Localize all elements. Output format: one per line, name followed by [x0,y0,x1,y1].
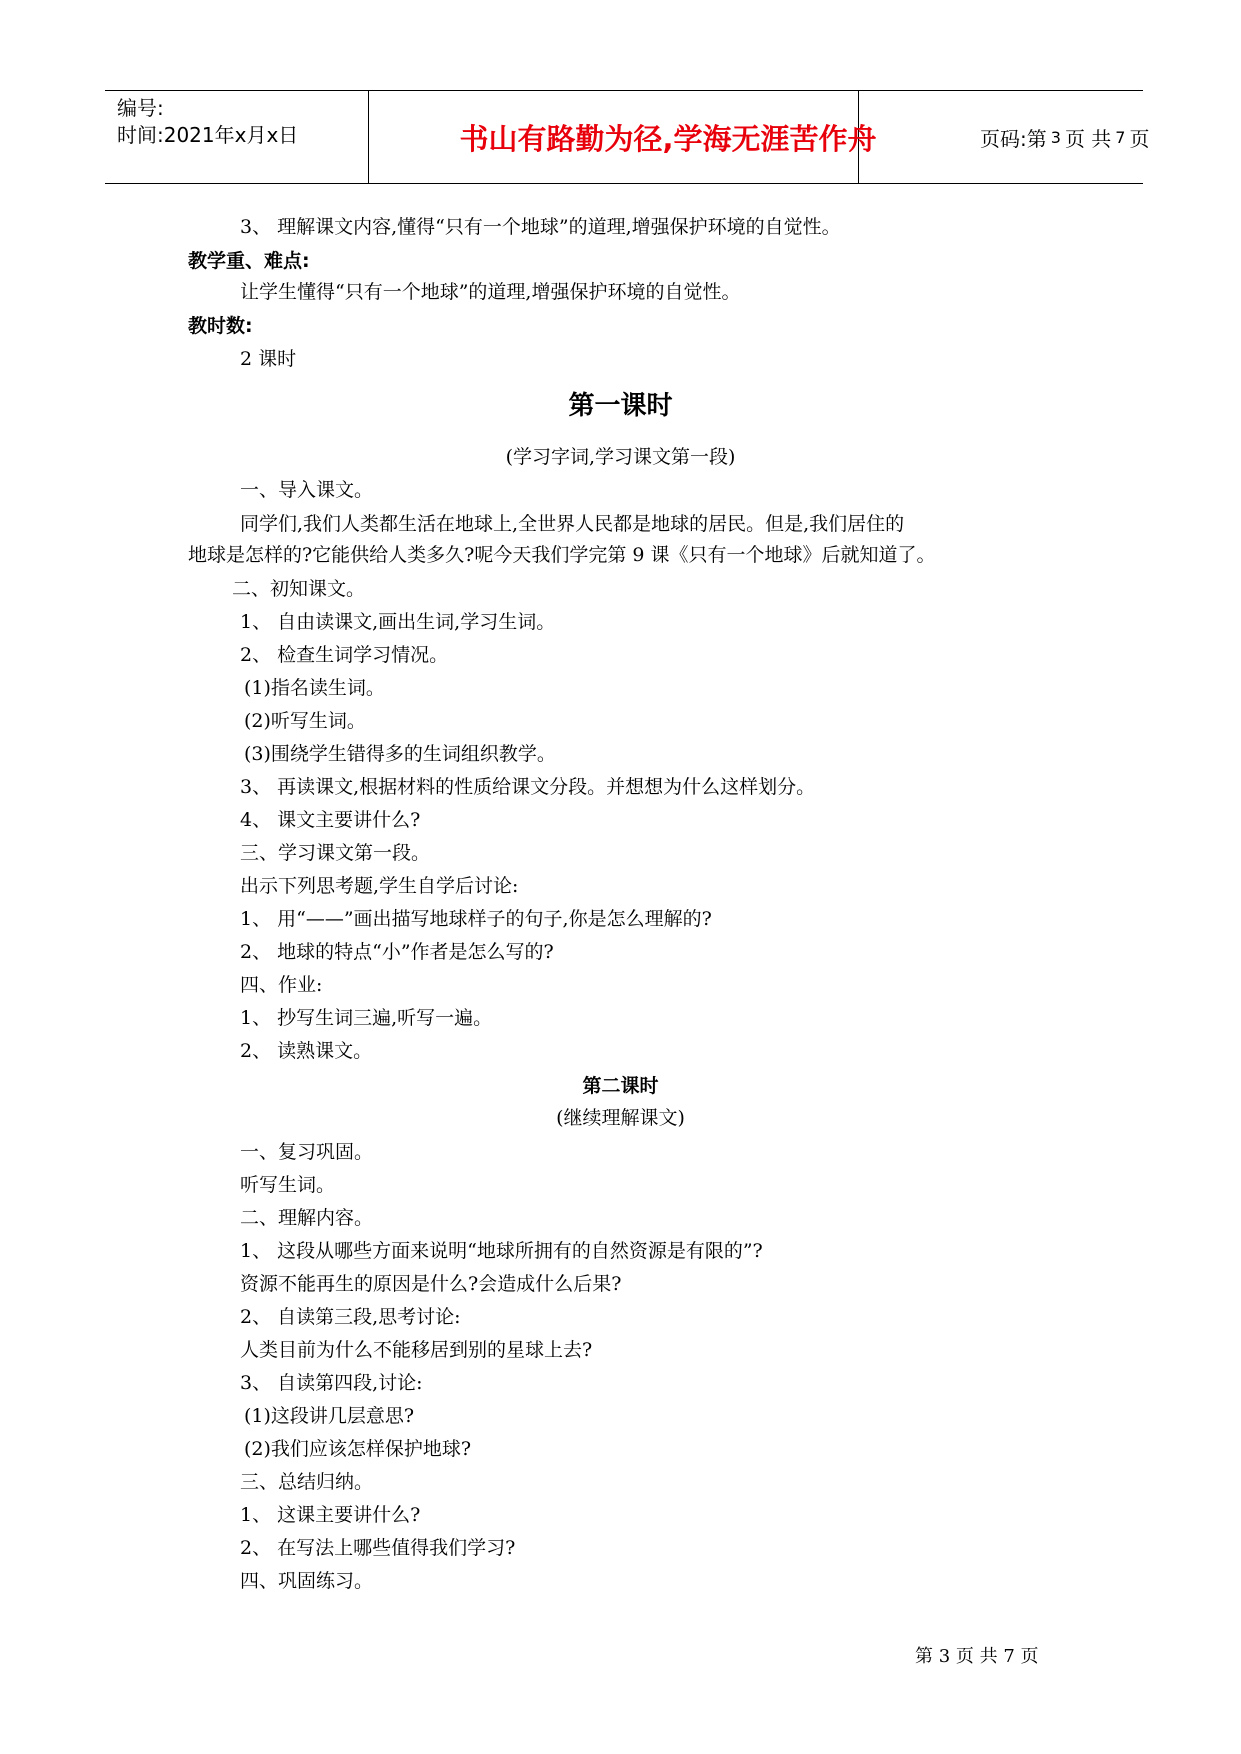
lesson2-line: 二、理解内容。 [240,1207,374,1229]
lesson1-line: 一、导入课文。 [240,479,374,501]
lesson1-subtitle: (学习字词,学习课文第一段) [505,446,736,468]
lesson2-title: 第二课时 [582,1075,659,1097]
lesson2-line: 四、巩固练习。 [240,1570,374,1592]
lesson2-line: 2、 在写法上哪些值得我们学习? [240,1537,516,1559]
time-label: 时间:2021年x月x日 [117,123,299,147]
lesson2-line: 2、 自读第三段,思考讨论: [240,1306,461,1328]
lesson2-line: 3、 自读第四段,讨论: [240,1372,423,1394]
number-label: 编号: [117,96,164,120]
document-header [105,90,1150,184]
lesson2-line: (1)这段讲几层意思? [244,1405,415,1427]
lesson1-line: 4、 课文主要讲什么? [240,809,421,831]
page-suffix: 页 [1129,126,1150,151]
lesson2-line: 资源不能再生的原因是什么?会造成什么后果? [240,1273,622,1295]
focus-heading: 教学重、难点: [188,250,310,272]
lesson2-line: 1、 这段从哪些方面来说明“地球所拥有的自然资源是有限的”? [240,1240,763,1262]
lesson1-line: (3)围绕学生错得多的生词组织教学。 [244,743,556,765]
lesson2-line: 听写生词。 [240,1174,336,1196]
hours-heading: 教时数: [188,315,253,337]
hours-text: 2 课时 [240,348,297,370]
lesson1-line: 1、 用“——”画出描写地球样子的句子,你是怎么理解的? [240,908,712,930]
page-total: 7 [1115,127,1126,147]
lesson1-line: 地球是怎样的?它能供给人类多久?呢今天我们学完第 9 课《只有一个地球》后就知道了。 [188,544,936,566]
focus-text: 让学生懂得“只有一个地球”的道理,增强保护环境的自觉性。 [240,281,741,303]
lesson1-line: 出示下列思考题,学生自学后讨论: [240,875,519,897]
lesson1-title: 第一课时 [568,391,673,421]
lesson2-line: 人类目前为什么不能移居到别的星球上去? [240,1339,593,1361]
objective-item: 3、 理解课文内容,懂得“只有一个地球”的道理,增强保护环境的自觉性。 [240,216,841,238]
header-divider [368,91,369,183]
page-indicator [980,91,1149,183]
lesson1-line: (2)听写生词。 [244,710,366,732]
page-mid: 页 共 [1064,126,1112,151]
lesson1-line: 1、 抄写生词三遍,听写一遍。 [240,1007,493,1029]
lesson1-line: 2、 检查生词学习情况。 [240,644,449,666]
lesson1-line: 2、 读熟课文。 [240,1040,373,1062]
lesson1-line: (1)指名读生词。 [244,677,385,699]
lesson1-line: 3、 再读课文,根据材料的性质给课文分段。并想想为什么这样划分。 [240,776,816,798]
lesson1-line: 三、学习课文第一段。 [240,842,431,864]
lesson1-line: 1、 自由读课文,画出生词,学习生词。 [240,611,556,633]
lesson2-line: 一、复习巩固。 [240,1141,374,1163]
page-number: 3 [1050,127,1061,147]
lesson2-line: 1、 这课主要讲什么? [240,1504,421,1526]
lesson2-subtitle: (继续理解课文) [556,1107,685,1129]
header-meta [117,95,298,149]
page-footer: 第 3 页 共 7 页 [915,1646,1039,1667]
lesson1-line: 四、作业: [240,974,323,996]
motto: 书山有路勤为径,学海无涯苦作舟 [459,121,877,156]
lesson2-line: 三、总结归纳。 [240,1471,374,1493]
page-prefix: 页码:第 [980,126,1047,151]
lesson1-line: 2、 地球的特点“小”作者是怎么写的? [240,941,554,963]
lesson2-line: (2)我们应该怎样保护地球? [244,1438,472,1460]
lesson1-line: 二、初知课文。 [232,578,366,600]
lesson1-line: 同学们,我们人类都生活在地球上,全世界人民都是地球的居民。但是,我们居住的 [240,513,905,535]
